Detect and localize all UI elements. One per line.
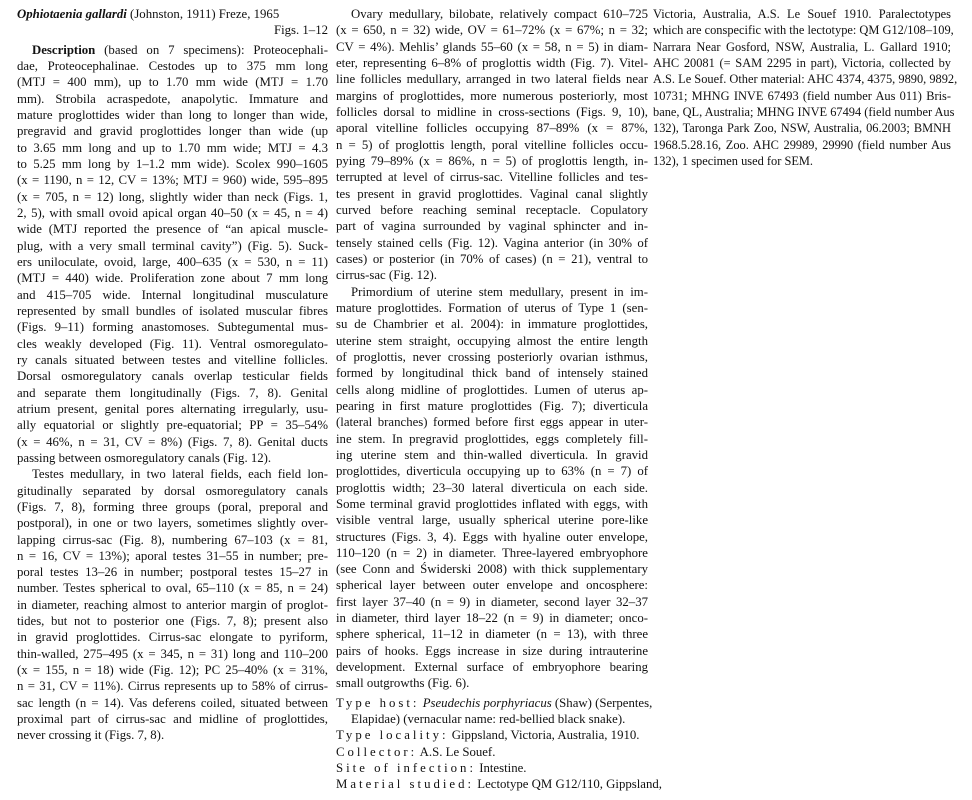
text-line: pearing in first mature proglottides (Fig. 7); diverticula xyxy=(336,398,648,413)
text-line: proglottides, diverticula occupying up to 63% (n = 7) of xyxy=(336,464,648,479)
text-line: of proglottis, never crossing posteriorly ovarian isthmus, xyxy=(336,349,648,364)
text-line: formed by longitudinal thick band of intensely stained xyxy=(336,366,648,381)
text-line: 132), 1 specimen used for SEM. xyxy=(653,153,814,168)
text-line: n = 16, CV = 13%); aporal testes 31–55 in number; pre- xyxy=(17,548,328,563)
text-line: passing between osmoregulatory canals (Fig. 12). xyxy=(17,450,272,465)
text-line: thin-walled, 275–495 (x = 345, n = 31) long and 110–200 xyxy=(17,646,328,661)
text-line: 10731; MHNG INVE 67493 (field number Aus 011) Bris- xyxy=(653,88,951,103)
field-label: Site of infection: xyxy=(336,761,477,776)
text-line: (Figs. 7, 8), forming three groups (poral, preporal and xyxy=(17,499,328,514)
text-line xyxy=(336,727,648,743)
text-line: cles weakly developed (Fig. 11). Ventral osmoregulato- xyxy=(17,336,328,351)
text-line: poral testes 13–26 in number; postporal testes 15–27 in xyxy=(17,565,328,580)
text-line: atrium present, genital pores alternating irregularly, usu- xyxy=(17,401,328,416)
text-line: Dorsal osmoregulatory canals overlap testicular fields xyxy=(17,369,328,384)
text-line: (x = 46%, n = 31, CV = 8%) (Figs. 7, 8). Genital ducts xyxy=(17,434,328,449)
species-heading xyxy=(17,6,328,39)
text-line: Testes medullary, in two lateral fields, each field lon- xyxy=(32,467,328,482)
text-line: in gravid proglottides. Cirrus-sac elongate to pyriform, xyxy=(17,630,328,645)
text-line: A.S. Le Souef. Other material: AHC 4374, 4375, 9890, 9892, xyxy=(653,72,958,87)
text-line: development. External surface of embryophore bearing xyxy=(336,660,648,675)
text-line: AHC 20081 (= SAM 2295 in part), Victoria, collected by xyxy=(653,55,951,70)
text-line: n = 5) of proglottis length, poral vitelline follicles occu- xyxy=(336,137,648,152)
text-line: ers uniloculate, ovoid, large, 400–635 (x = 530, n = 11) xyxy=(17,254,328,269)
text-line: tides, but not to posterior one (Figs. 7, 8); present also xyxy=(17,614,328,629)
text-line: wide (MTJ reported the presence of “an apical muscle- xyxy=(17,222,328,237)
type-locality-field xyxy=(336,727,648,743)
text-line: 1968.5.28.16, Zoo. AHC 29989, 29990 (field number Aus xyxy=(653,137,951,152)
text-line: sac length (n = 14). Vas deferens coiled, situated between xyxy=(17,695,328,710)
text-line xyxy=(336,695,653,711)
text-line: mm). Strobila acraspedote, anapolytic. Immature and xyxy=(17,91,328,106)
text-line: pying 79–89% (x = 86%, n = 5) of proglottis length, in- xyxy=(336,153,648,168)
text-line: gitudinally separated by dorsal osmoregulatory canals xyxy=(17,483,328,498)
species-name: Ophiotaenia gallardi xyxy=(17,7,127,21)
text-line: line follicles medullary, arranged in two lateral fields near xyxy=(336,72,648,87)
description-paragraph xyxy=(17,42,328,467)
text-line: follicles dorsal to midline in cross-sections (Figs. 9, 10), xyxy=(336,104,648,119)
text-line: cases) or posterior (in 70% of cases) (n = 21), ventral to xyxy=(336,251,648,266)
text-line: postporal), in one or two layers, sometimes slightly over- xyxy=(17,516,328,531)
text-line: small outgrowths (Fig. 6). xyxy=(336,676,470,691)
text-line: in diameter, reaching almost to anterior margin of proglot- xyxy=(17,597,328,612)
text-line: to 3.65 mm long and up to 1.70 mm wide; MTJ = 4.3 xyxy=(17,140,328,155)
column-1 xyxy=(17,6,328,744)
text-line: n = 31, CV = 11%). Cirrus represents up to 58% of cirrus- xyxy=(17,679,328,694)
text-span: Gippsland, Victoria, Australia, 1910. xyxy=(448,728,640,743)
text-line xyxy=(336,760,648,776)
collector-field xyxy=(336,744,648,760)
text-line: to 5.25 mm long by 1–1.2 mm wide). Scolex 990–1605 xyxy=(17,156,328,171)
text-line: 2, 5), with small ovoid apical organ 40–50 (x = 45, n = 4) xyxy=(17,205,328,220)
testes-paragraph xyxy=(17,466,328,744)
text-line xyxy=(336,776,662,792)
text-line: in diameter, third layer 18–22 (n = 9) in diameter; onco- xyxy=(336,611,648,626)
field-label: Type host: xyxy=(336,695,420,710)
text-line: su de Chambrier et al. 2004): in immature proglottides, xyxy=(336,317,648,332)
text-line: ine stem. In pregravid proglottides, eggs completely fill- xyxy=(336,431,648,446)
text-line: which are conspecific with the lectotype: QM G12/108–109, xyxy=(653,23,954,38)
text-line: ing uterine stem and thin-walled diverticula. In gravid xyxy=(336,447,648,462)
taxon-name: Pseudechis porphyriacus xyxy=(422,695,552,710)
text-span: (based on 7 specimens): Proteocephali- xyxy=(95,42,328,57)
text-line: represented by small bundles of isolated muscular fibres xyxy=(17,303,328,318)
text-line: and separate them longitudinally (Figs. 7, 8). Genital xyxy=(17,385,328,400)
text-line: Narrara Near Gosford, NSW, Australia, L. Gallard 1910; xyxy=(653,39,951,54)
text-line: margins of proglottides, more numerous posteriorly, most xyxy=(336,88,648,103)
text-line: visible ventral large, usually spherical uterine pore-like xyxy=(336,513,648,528)
text-line: aporal vitelline follicles occupying 87–89% (x = 87%, xyxy=(336,121,648,136)
text-span: A.S. Le Souef. xyxy=(417,744,496,759)
text-line: (x = 1190, n = 12, CV = 13%; MTJ = 960) wide, 595–895 xyxy=(17,173,328,188)
text-line: plug, with a very small terminal cavity”) (Fig. 5). Suck- xyxy=(17,238,328,253)
text-line: (x = 650, n = 32) wide, OV = 61–72% (x = 67%; n = 32; xyxy=(336,23,648,38)
text-line: (lateral branches) formed before first eggs appear in uter- xyxy=(336,415,648,430)
column-3 xyxy=(653,6,958,169)
text-line: CV = 4%). Mehlis’ glands 55–60 (x = 58, n = 5) in diam- xyxy=(336,39,648,54)
text-line xyxy=(17,42,328,58)
text-line: cells along midline of proglottides. Lumen of uterus ap- xyxy=(336,382,648,397)
heading-title-line xyxy=(17,6,328,22)
text-line: (x = 705, n = 12) long, slightly wider than neck (Figs. 1, xyxy=(17,189,328,204)
text-line: number. Testes spherical to oval, 65–110 (x = 85, n = 24) xyxy=(17,581,328,596)
text-line: spherical layer between outer envelope and oncosphere: xyxy=(336,578,648,593)
text-line: pregravid and gravid proglottides longer than wide (up xyxy=(17,124,328,139)
text-line: mature proglottides. Formation of uterus of Type 1 (sen- xyxy=(336,300,648,315)
text-span: Intestine. xyxy=(476,761,527,776)
text-line: proglottis width; 23–30 lateral diverticula on each side. xyxy=(336,480,648,495)
text-line: sphere spherical, 11–12 in diameter (n = 13), with three xyxy=(336,627,648,642)
text-line: Primordium of uterine stem medullary, present in im- xyxy=(351,284,648,299)
text-line: 132), Taronga Park Zoo, NSW, Australia, 06.2003; BMNH xyxy=(653,121,951,136)
text-line: terrupted at level of cirrus-sac. Vitelline follicles and tes- xyxy=(336,170,648,185)
text-line: (x = 155, n = 18) wide (Fig. 12); PC 25–40% (x = 31%, xyxy=(17,663,328,678)
text-line: tes present in gravid proglottides. Vaginal canal slightly xyxy=(336,186,648,201)
field-label: Collector: xyxy=(336,744,418,759)
text-line: dae, Proteocephalinae. Cestodes up to 375 mm long xyxy=(17,58,328,73)
material-studied-field xyxy=(336,776,662,792)
text-line: (MTJ = 400 mm), up to 1.70 mm wide (MTJ = 1.70 xyxy=(17,75,328,90)
text-line: first layer 37–40 (n = 9) in diameter, second layer 32–37 xyxy=(336,594,648,609)
text-line xyxy=(336,744,648,760)
text-line: (MTJ = 440) wide. Proliferation zone about 7 mm long xyxy=(17,271,328,286)
text-line: never crossing it (Figs. 7, 8). xyxy=(17,728,165,743)
text-line: bane, QL, Australia; MHNG INVE 67494 (field number Aus xyxy=(653,104,955,119)
text-line: pairs of hooks. Eggs increase in size during intrauterine xyxy=(336,643,648,658)
text-line: ally equatorial or slightly pre-equatorial; PP = 35–54% xyxy=(17,418,328,433)
material-studied-continued xyxy=(653,6,958,169)
type-host-field xyxy=(336,695,653,728)
text-line: (see Conn and Świderski 2008) with thick supplementary xyxy=(336,562,648,577)
section-label: Description xyxy=(32,42,96,57)
column-2 xyxy=(336,6,662,793)
text-line: structures (Figs. 3, 4). Eggs with hyaline outer envelope, xyxy=(336,529,648,544)
text-line: curved before reaching seminal receptacle. Copulatory xyxy=(336,202,648,217)
text-line: Some terminal gravid proglottides inflated with eggs, with xyxy=(336,496,648,511)
species-authority: (Johnston, 1911) Freze, 1965 xyxy=(126,7,280,21)
text-line: Ovary medullary, bilobate, relatively compact 610–725 xyxy=(351,7,648,21)
text-line: eter, representing 6–8% of proglottis width (Fig. 7). Vitel- xyxy=(336,55,648,70)
text-line: (Figs. 9–11) forming anastomoses. Subtegumental mus- xyxy=(17,320,328,335)
uterus-paragraph xyxy=(336,284,648,692)
text-line: tensely stained cells (Fig. 12). Vagina anterior (in 30% of xyxy=(336,235,648,250)
text-line: mature proglottides wider than long to longer than wide, xyxy=(17,107,328,122)
text-line: 110–120 (n = 2) in diameter. Three-layered embryophore xyxy=(336,545,648,560)
text-line: ry canals situated between testes and vitelline follicles. xyxy=(17,352,328,367)
text-line: Elapidae) (vernacular name: red-bellied black snake). xyxy=(351,712,626,727)
text-span: Lectotype QM G12/110, Gippsland, xyxy=(474,777,662,792)
text-line: uterine stem straight, occupying almost the entire length xyxy=(336,333,648,348)
text-line: lapping cirrus-sac (Fig. 8), numbering 67–103 (x = 81, xyxy=(17,532,328,547)
text-line: part of vagina surrounded by vaginal sphincter and in- xyxy=(336,219,648,234)
site-of-infection-field xyxy=(336,760,648,776)
field-label: Material studied: xyxy=(336,777,475,792)
ovary-paragraph xyxy=(336,6,648,284)
figure-reference: Figs. 1–12 xyxy=(273,23,328,38)
text-span: (Shaw) (Serpentes, xyxy=(551,695,653,710)
text-line: proximal part of cirrus-sac and midline of proglottides, xyxy=(17,712,328,727)
field-label: Type locality: xyxy=(336,728,449,743)
text-line: and 415–705 wide. Internal longitudinal musculature xyxy=(17,287,328,302)
text-line: cirrus-sac (Fig. 12). xyxy=(336,268,437,283)
text-line: Victoria, Australia, A.S. Le Souef 1910. Paralectotypes xyxy=(653,7,951,21)
